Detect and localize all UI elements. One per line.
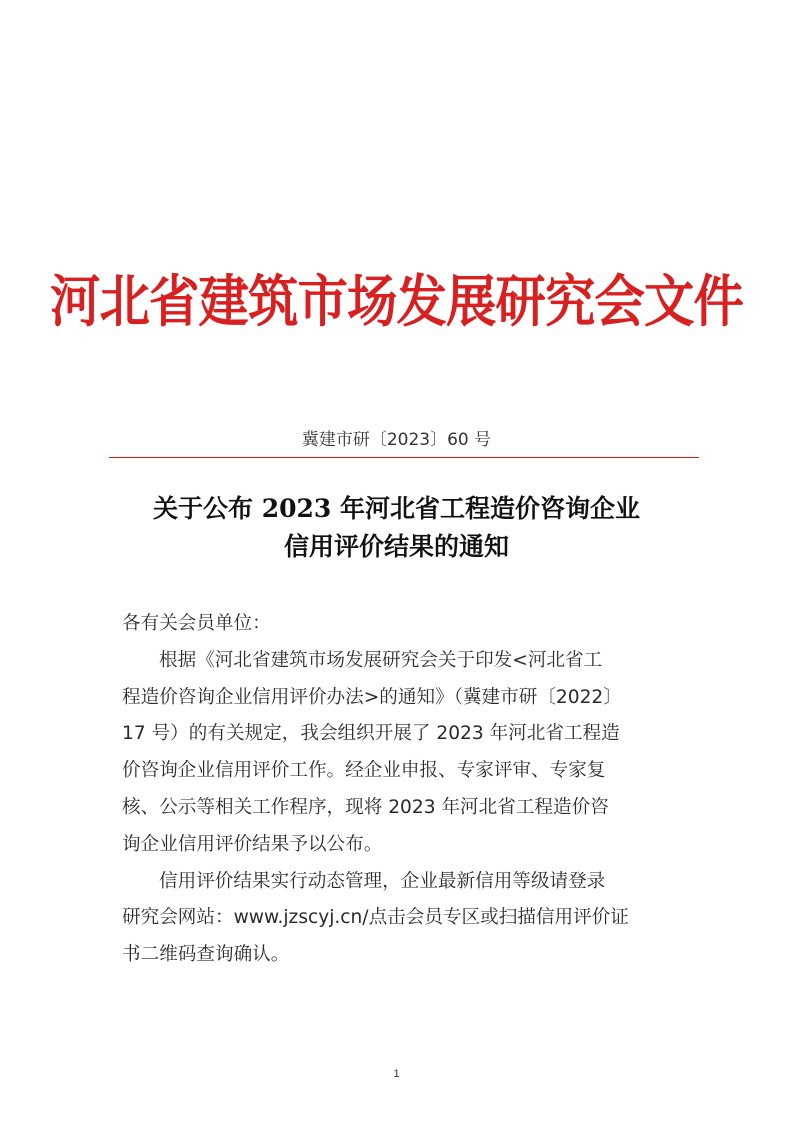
- red-divider-line: [109, 457, 699, 458]
- notice-title: [100, 490, 693, 566]
- page-number: 1: [393, 1068, 400, 1080]
- paragraph-1-line: 核、公示等相关工作程序，现将 2023 年河北省工程造价咨: [122, 796, 609, 818]
- salutation: 各有关会员单位：: [122, 613, 271, 634]
- notice-body: [122, 606, 678, 974]
- paragraph-1-line: 程造价咨询企业信用评价办法>的通知》（冀建市研〔2022〕: [122, 686, 622, 708]
- paragraph-1-line: 询企业信用评价结果予以公布。: [122, 833, 383, 855]
- paragraph-1-line: 根据《河北省建筑市场发展研究会关于印发<河北省工: [159, 649, 603, 671]
- paragraph-1-line: 17 号）的有关规定，我会组织开展了 2023 年河北省工程造: [122, 723, 620, 745]
- paragraph-2-line: 书二维码查询确认。: [122, 944, 290, 966]
- paragraph-2-line: 研究会网站：www.jzscyj.cn/点击会员专区或扫描信用评价证: [122, 907, 629, 929]
- paragraph-2-line: 信用评价结果实行动态管理，企业最新信用等级请登录: [159, 870, 606, 892]
- paragraph-1-line: 价咨询企业信用评价工作。经企业申报、专家评审、专家复: [122, 760, 606, 782]
- notice-title-line-2: 信用评价结果的通知: [283, 532, 509, 561]
- org-header-title: 河北省建筑市场发展研究会文件: [50, 269, 744, 335]
- document-number: 冀建市研〔2023〕60 号: [301, 430, 492, 450]
- notice-title-line-1: 关于公布 2023 年河北省工程造价咨询企业: [153, 494, 640, 523]
